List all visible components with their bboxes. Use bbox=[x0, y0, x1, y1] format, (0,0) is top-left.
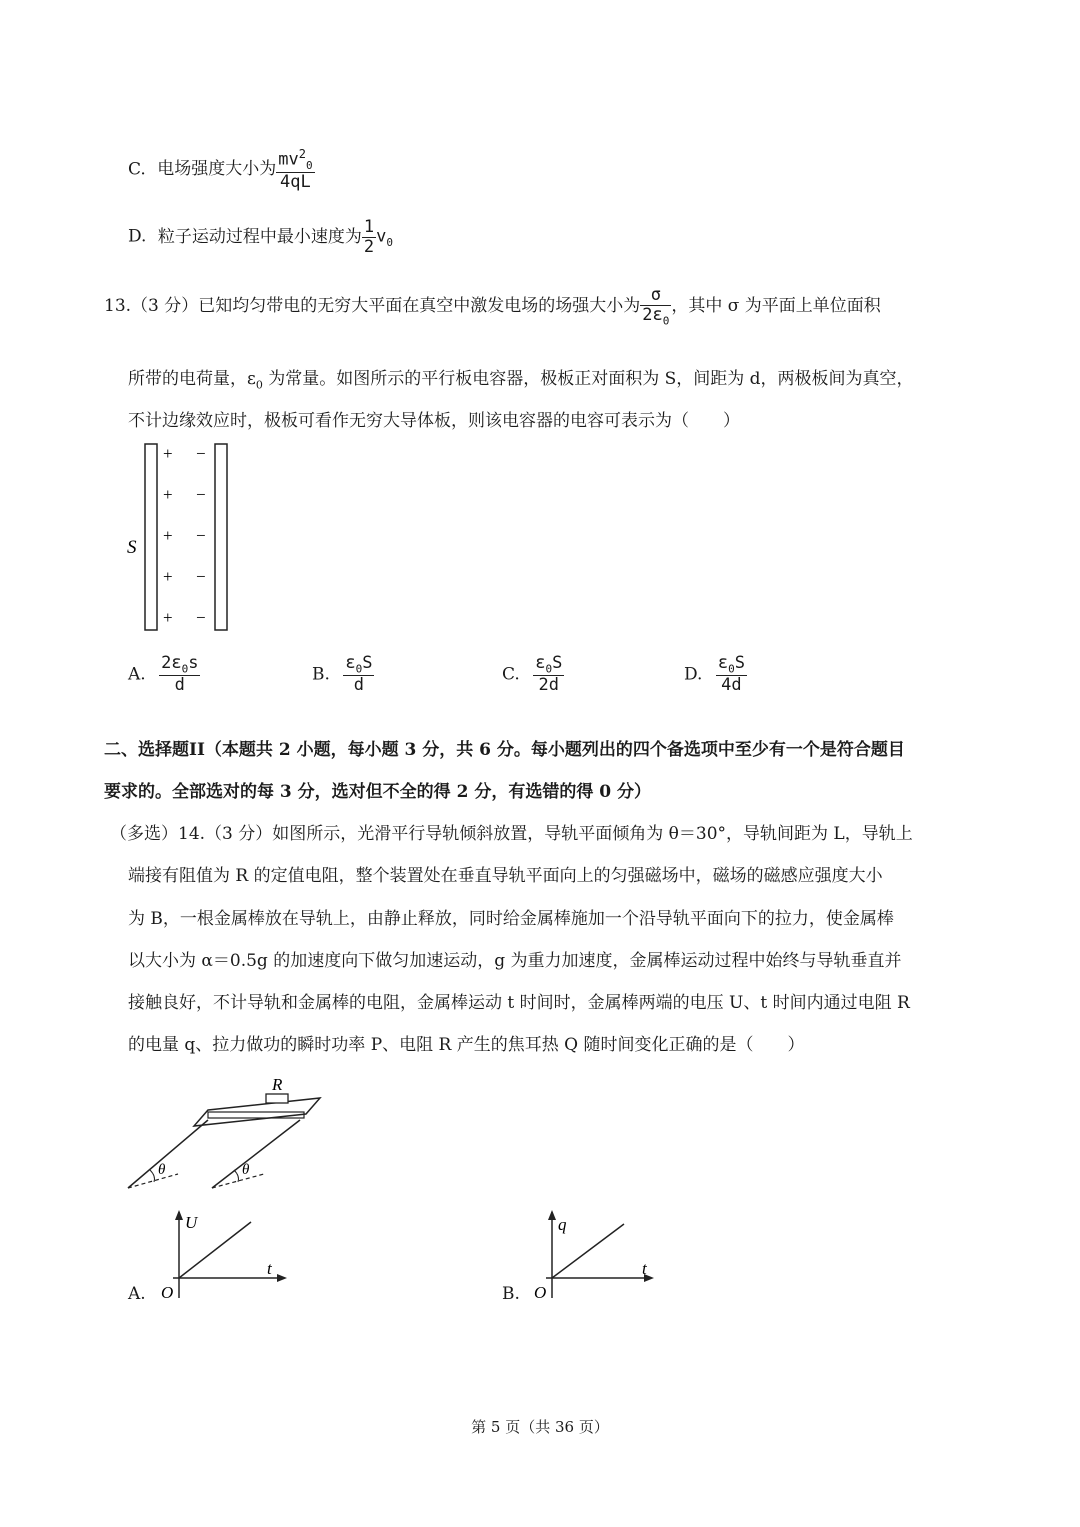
svg-text:t: t bbox=[642, 1259, 647, 1278]
section2-line-1: 二、选择题II（本题共 2 小题，每小题 3 分，共 6 分。每小题列出的四个备选项中至少有一个是符合题目 bbox=[104, 740, 905, 760]
q14-line-1: （多选）14.（3 分）如图所示，光滑平行导轨倾斜放置，导轨平面倾角为 θ＝30°，导轨间距为 L，导轨上 bbox=[110, 824, 913, 844]
svg-text:t: t bbox=[267, 1259, 272, 1278]
option-text: 粒子运动过程中最小速度为 bbox=[157, 226, 362, 247]
q13-line-1: 13.（3 分）已知均匀带电的无穷大平面在真空中激发电场的场强大小为 $\frac{\sigma}{2\varepsilon_0}$ ，其中 σ 为平面上单位面积 bbox=[104, 285, 881, 328]
svg-text:U: U bbox=[185, 1213, 198, 1232]
option-fraction: $\frac{1}{2}$ bbox=[363, 217, 375, 257]
capacitor-figure bbox=[120, 440, 240, 640]
area-label: S bbox=[127, 537, 137, 558]
svg-text:+: + bbox=[163, 608, 173, 627]
svg-text:+: + bbox=[163, 526, 173, 545]
right-plate bbox=[215, 444, 227, 630]
field-fraction: $\frac{\sigma}{2\varepsilon_0}$ bbox=[642, 285, 670, 328]
question-number: 13. bbox=[104, 296, 132, 317]
q14-line-2: 端接有阻值为 R 的定值电阻，整个装置处在垂直导轨平面向上的匀强磁场中，磁场的磁感应强度大小 bbox=[128, 866, 883, 886]
inclined-rails-figure bbox=[120, 1070, 340, 1200]
q14-line-6: 的电量 q、拉力做功的瞬时功率 P、电阻 R 产生的焦耳热 Q 随时间变化正确的是（ ） bbox=[128, 1035, 805, 1055]
q12-option-d: D. 粒子运动过程中最小速度为 $\frac{1}{2}$ $v_0$ bbox=[128, 217, 393, 257]
svg-text:O: O bbox=[161, 1283, 174, 1302]
svg-text:O: O bbox=[534, 1283, 547, 1302]
q13-option-a: A. $\frac{2\varepsilon_0s}{d}$ bbox=[128, 653, 199, 696]
svg-text:−: − bbox=[196, 608, 206, 627]
q13-option-d: D. $\frac{\varepsilon_0S}{4d}$ bbox=[684, 653, 745, 696]
svg-text:−: − bbox=[196, 526, 206, 545]
q14-line-4: 以大小为 α＝0.5g 的加速度向下做匀加速运动，g 为重力加速度，金属棒运动过程中始终与导轨垂直并 bbox=[128, 951, 902, 971]
q14-line-5: 接触良好，不计导轨和金属棒的电阻，金属棒运动 t 时间时，金属棒两端的电压 U、t 时间内通过电阻 R bbox=[128, 993, 910, 1013]
q13-option-b: B. $\frac{\varepsilon_0S}{d}$ bbox=[312, 653, 373, 696]
q14-option-a-label: A. bbox=[128, 1284, 146, 1304]
page-footer: 第 5 页（共 36 页） bbox=[471, 1418, 609, 1436]
minus-signs bbox=[196, 444, 206, 627]
svg-text:−: − bbox=[196, 485, 206, 504]
angle-label-2: θ bbox=[242, 1162, 250, 1178]
q12-option-c bbox=[128, 148, 315, 192]
option-label: C. bbox=[128, 159, 146, 180]
section2-line-2: 要求的。全部选对的每 3 分，选对但不全的得 2 分，有选错的得 0 分） bbox=[104, 782, 651, 802]
q14-option-b-label: B. bbox=[502, 1284, 520, 1304]
option-label: D. bbox=[128, 226, 147, 247]
angle-label-1: θ bbox=[158, 1162, 166, 1178]
option-fraction: $\frac{mv^2_0}{4qL}$ bbox=[278, 147, 313, 193]
resistor-label: R bbox=[272, 1075, 283, 1094]
q14-line-3: 为 B，一根金属棒放在导轨上，由静止释放，同时给金属棒施加一个沿导轨平面向下的拉力，使金属棒 bbox=[128, 909, 894, 929]
question-score: （3 分） bbox=[131, 296, 199, 317]
plus-signs bbox=[163, 444, 173, 627]
svg-text:+: + bbox=[163, 444, 173, 463]
q13-line-3: 不计边缘效应时，极板可看作无穷大导体板，则该电容器的电容可表示为（ ） bbox=[128, 411, 740, 431]
svg-text:q: q bbox=[558, 1215, 567, 1234]
left-plate bbox=[145, 444, 157, 630]
q13-line-2: 所带的电荷量，$\varepsilon_0$ 为常量。如图所示的平行板电容器，极板正对面积为 S，间距为 d，两极板间为真空， bbox=[128, 369, 914, 392]
resistor-symbol bbox=[266, 1094, 288, 1103]
option-text: 电场强度大小为 bbox=[157, 159, 277, 180]
q14-option-a-graph bbox=[155, 1208, 295, 1308]
svg-text:+: + bbox=[163, 485, 173, 504]
svg-text:−: − bbox=[196, 567, 206, 586]
svg-text:+: + bbox=[163, 567, 173, 586]
q13-option-c: C. $\frac{\varepsilon_0S}{2d}$ bbox=[502, 653, 563, 696]
svg-text:−: − bbox=[196, 444, 206, 463]
q14-option-b-graph bbox=[528, 1208, 668, 1308]
